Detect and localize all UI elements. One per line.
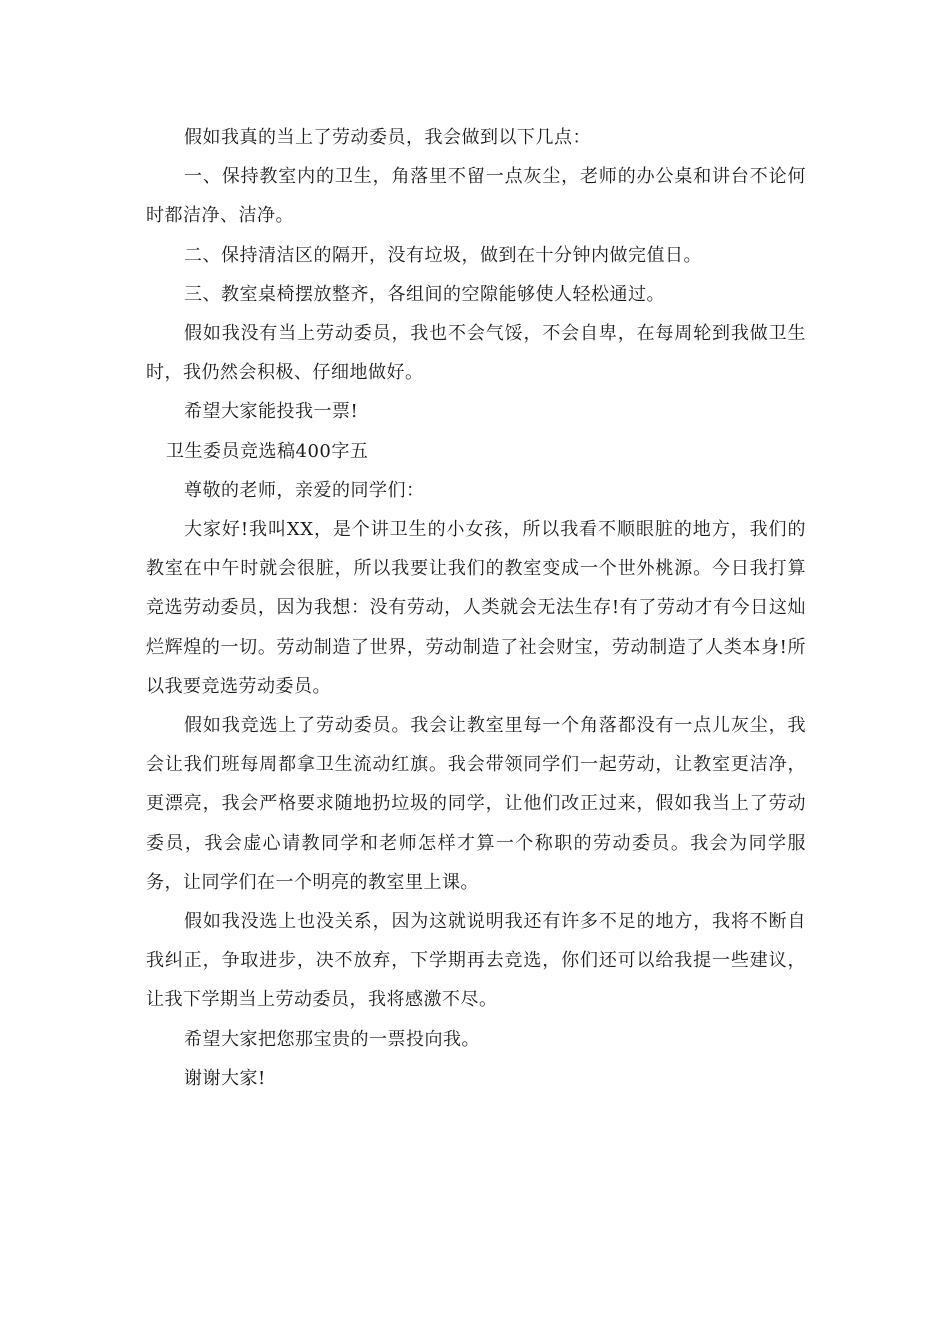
- paragraph-point-two: 二、保持清洁区的隔开，没有垃圾，做到在十分钟内做完值日。: [184, 244, 702, 266]
- paragraph-vote-request: 希望大家能投我一票!: [184, 401, 359, 423]
- paragraph-salutation: 尊敬的老师，亲爱的同学们：: [184, 479, 425, 501]
- paragraph-closing-request: 希望大家把您那宝贵的一票投向我。: [184, 1028, 480, 1050]
- paragraph-thanks: 谢谢大家!: [184, 1067, 266, 1089]
- paragraph-point-three: 三、教室桌椅摆放整齐，各组间的空隙能够使人轻松通过。: [184, 283, 665, 305]
- paragraph-if-not-elected: 假如我没有当上劳动委员，我也不会气馁，不会自卑，在每周轮到我做卫生时，我仍然会积极、仔细地做好。: [146, 323, 806, 384]
- document-body: [146, 118, 806, 1098]
- paragraph-point-one: 一、保持教室内的卫生，角落里不留一点灰尘，老师的办公桌和讲台不论何时都洁净、洁净。: [146, 166, 806, 227]
- section-heading: 卫生委员竞选稿400字五: [166, 440, 369, 462]
- paragraph-self-intro: 大家好!我叫XX，是个讲卫生的小女孩，所以我看不顺眼脏的地方，我们的教室在中午时就会很脏，所以我要让我们的教室变成一个世外桃源。今日我打算竞选劳动委员，因为我想：没有劳动，人类就会无法生存!有了劳动才有今日这灿烂辉煌的一切。劳动制造了世界，劳动制造了社会财宝，劳动制造了人类本身!所以我要竞选劳动委员。: [146, 519, 806, 697]
- paragraph-if-not-selected: 假如我没选上也没关系，因为这就说明我还有许多不足的地方，我将不断自我纠正，争取进步，决不放弃，下学期再去竞选，你们还可以给我提一些建议，让我下学期当上劳动委员，我将感激不尽。: [146, 911, 806, 1011]
- paragraph-intro: 假如我真的当上了劳动委员，我会做到以下几点：: [184, 127, 591, 148]
- paragraph-if-elected: 假如我竞选上了劳动委员。我会让教室里每一个角落都没有一点儿灰尘，我会让我们班每周都拿卫生流动红旗。我会带领同学们一起劳动，让教室更洁净，更漂亮，我会严格要求随地扔垃圾的同学，让他们改正过来，假如我当上了劳动委员，我会虚心请教同学和老师怎样才算一个称职的劳动委员。我会为同学服务，让同学们在一个明亮的教室里上课。: [146, 715, 806, 893]
